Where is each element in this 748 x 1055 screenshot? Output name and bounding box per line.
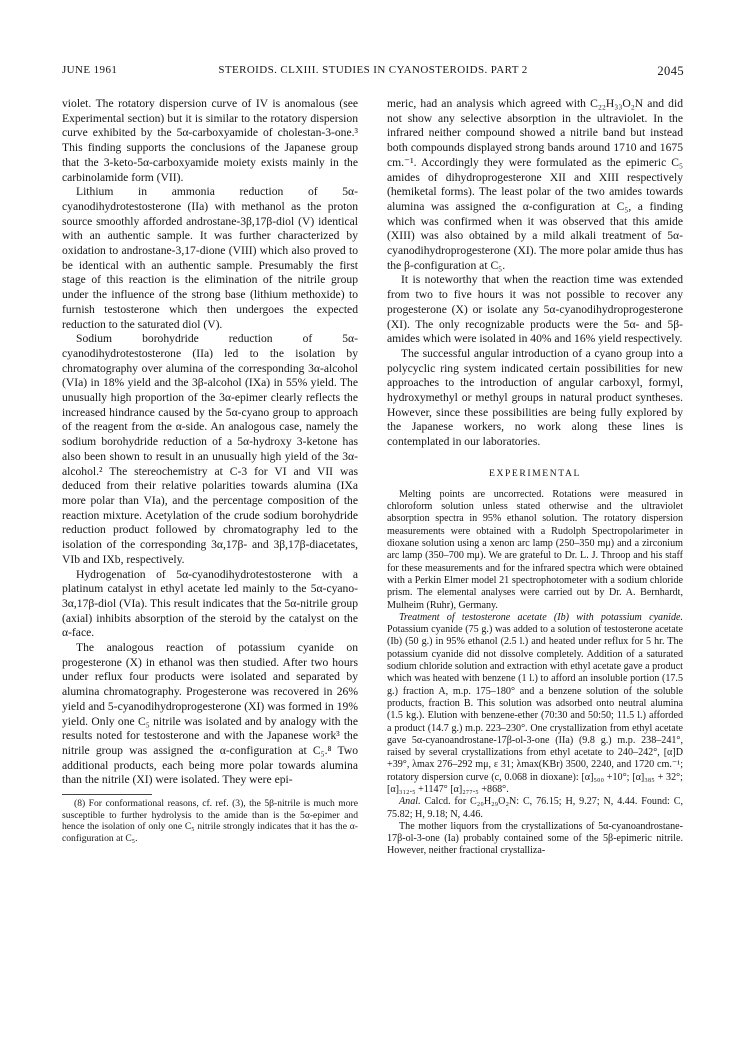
paragraph: It is noteworthy that when the reaction time was extended from two to five hours it was not possible to recover any progesterone (X) or isolate any 5α-cyanodihydroprogesterone (XI). The only recognizable products were the 5α- and 5β-amides which were isolated in 40% and 16% yield respectively. bbox=[387, 273, 683, 346]
footnote-divider bbox=[62, 794, 152, 795]
analysis-label: Anal. bbox=[399, 796, 421, 808]
left-body-text bbox=[62, 97, 358, 788]
paragraph: Hydrogenation of 5α-cyanodihydrotestosterone with a platinum catalyst in ethyl acetate led mainly to the 5α-cyano-3α,17β-diol (VIa). This result indicates that the 5α-nitrile group (axial) inhibits absorption of the steroid by the catalyst on the α-face. bbox=[62, 567, 358, 640]
paragraph: The analogous reaction of potassium cyanide on progesterone (X) in ethanol was then studied. After two hours under reflux four products were isolated and separated by alumina chromatography. Progesterone was recovered in 26% yield and 5-cyanodihydroprogesterone (XI) was formed in 19% yield. Only one C₅ nitrile was isolated and by analogy with the results noted for testosterone and with the Japanese work³ the nitrile group was assigned the α-configuration at C₅.⁸ Two additional products, each being more polar towards alumina than the nitrile (XI) were isolated. They were epi- bbox=[62, 641, 358, 787]
experimental-intro: Melting points are uncorrected. Rotations were measured in chloroform solution unless stated otherwise and the ultraviolet absorption spectra in 95% ethanol solution. The rotatory dispersion measurements were obtained with a Rudolph Spectropolarimeter in dioxane solution using a xenon arc lamp (250–350 mμ) and a zirconium arc lamp (350–700 mμ). We are grateful to Dr. L. J. Throop and his staff for these measurements and for the infrared spectra which were obtained with a Perkin Elmer model 21 spectrophotometer with a sodium chloride prism. The elemental analyses were carried out by Dr. A. Bernhardt, Mulheim (Ruhr), Germany. bbox=[387, 488, 683, 611]
footnote-text: (8) For conformational reasons, cf. ref. (3), the 5β-nitrile is much more susceptible to further hydrolysis to the amide than is the 5α-epimer and hence the isolation of only one C₅ nitrile strongly indicates that it has the α-configuration at C₅. bbox=[62, 798, 358, 844]
paragraph: Lithium in ammonia reduction of 5α-cyanodihydrotestosterone (IIa) with methanol as the proton source smoothly afforded androstane-3β,17β-diol (V) identical with an authentic sample. It was further characterized by oxidation to androstane-3,17-dione (VIII) which also proved to be identical with an authentic sample. Presumably the first stage of this reaction is the elimination of the nitrile group under the influence of the strong base (lithium methoxide) to furnish testosterone which then undergoes the expected reduction to the saturated diol (V). bbox=[62, 185, 358, 331]
header-date: JUNE 1961 bbox=[62, 64, 118, 76]
right-body-text bbox=[387, 97, 683, 450]
paragraph: meric, had an analysis which agreed with C₂₂H₃₃O₂N and did not show any selective absorption in the ultraviolet. In the infrared neither compound showed a nitrile band but instead both compounds displayed strong bands around 1710 and 1675 cm.⁻¹. Accordingly they were formulated as the epimeric C₅ amides of dihydroprogesterone XII and XIII respectively (hemiketal forms). The least polar of the two amides towards alumina was assigned the α-configuration at C₅, a finding which was confirmed when it was observed that this amide (XIII) was also obtained by a mild alkali treatment of 5α-cyanodihydroprogesterone (XI). The more polar amide thus has the β-configuration at C₅. bbox=[387, 97, 683, 272]
treatment-paragraph bbox=[387, 612, 683, 796]
left-column bbox=[62, 97, 358, 844]
treatment-title: Treatment of testosterone acetate (Ib) with potassium cyanide. bbox=[399, 611, 683, 623]
running-header bbox=[62, 64, 684, 82]
paragraph: violet. The rotatory dispersion curve of IV is anomalous (see Experimental section) but it is similar to the rotatory dispersion curve exhibited by the 5α-carboxyamide of cholestan-3-one.³ This finding supports the conclusions of the Japanese group that the 3-keto-5α-carboxyamide moiety exists mainly in the carbinolamide form (VII). bbox=[62, 97, 358, 184]
mother-liquor-paragraph: The mother liquors from the crystallizations of 5α-cyanoandrostane-17β-ol-3-one (Ia) probably contained some of the 5β-epimeric nitrile. However, neither fractional crystalliza- bbox=[387, 820, 683, 857]
experimental-section bbox=[387, 489, 683, 858]
paragraph: The successful angular introduction of a cyano group into a polycyclic ring system indicated certain possibilities for new approaches to the introduction of angular carboxyl, formyl, hydroxymethyl or methyl groups in natural product syntheses. However, since these possibilities are being fully explored by the Japanese workers, no work along these lines is contemplated in our laboratories. bbox=[387, 346, 683, 449]
analysis-text: Calcd. for C₂₀H₂₉O₂N: C, 76.15; H, 9.27; N, 4.44. Found: C, 75.82; H, 9.18; N, 4.46. bbox=[387, 796, 683, 820]
page-number: 2045 bbox=[657, 64, 684, 78]
header-title: STEROIDS. CLXIII. STUDIES IN CYANOSTEROIDS. PART 2 bbox=[218, 64, 528, 76]
paragraph: Sodium borohydride reduction of 5α-cyanodihydrotestosterone (IIa) led to the isolation by chromatography over alumina of the corresponding 3α-alcohol (VIa) in 18% yield and the 3β-alcohol (IXa) in 55% yield. The unusually high proportion of the 3α-epimer clearly reflects the increased hindrance caused by the 5α-cyano group to approach of the reagent from the α-side. An analogous case, namely the sodium borohydride reduction of a 5α-hydroxy 3-ketone has also been shown to result in an unusually high yield of the 3α-alcohol.² The stereochemistry at C-3 for VI and VII was deduced from their relative polarities towards alumina (IXa more polar than VIa), and the percentage composition of the reaction mixture. Acetylation of the crude sodium borohydride reduction product followed by chromatography led to the isolation of the corresponding 3α,17β- and 3β,17β-diacetates, VIb and IXb, respectively. bbox=[62, 332, 358, 566]
experimental-heading: EXPERIMENTAL bbox=[489, 467, 581, 479]
footnote bbox=[62, 798, 358, 844]
treatment-text: Potassium cyanide (75 g.) was added to a solution of testosterone acetate (Ib) (50 g.) in 95% ethanol (2.5 l.) and heated under reflux for 5 hr. The potassium cyanide did not dissolve completely. Addition of a saturated sodium chloride solution and extraction with ethyl acetate gave a product which was heated with benzene (1 l.) to afford an insoluble portion (17.5 g.) fraction A, m.p. 175–180° and a benzene solution of the soluble products, fraction B. This solution was adsorbed onto neutral alumina (1.5 kg.). Elution with benzene-ether (70:30 and 50:50; 11.5 l.) afforded a product (14.7 g.) m.p. 223–230°. One crystallization from ethyl acetate gave 5α-cyanoandrostane-17β-ol-3-one (IIa) (9.8 g.) m.p. 238–241°, raised by several crystallizations from ethyl acetate to 240–242°, [α]D +39°, λmax 276–292 mμ, ε 31; λmax(KBr) 3500, 2240, and 1720 cm.⁻¹; rotatory dispersion curve (c, 0.068 in dioxane): [α]₅₀₀ +10°; [α]₃₈₅ + 32°; [α]₃₁₂.₅ +1147° [α]₂₇₇.₅ +868°. bbox=[387, 624, 683, 795]
analysis-paragraph bbox=[387, 796, 683, 821]
right-column bbox=[387, 97, 683, 858]
